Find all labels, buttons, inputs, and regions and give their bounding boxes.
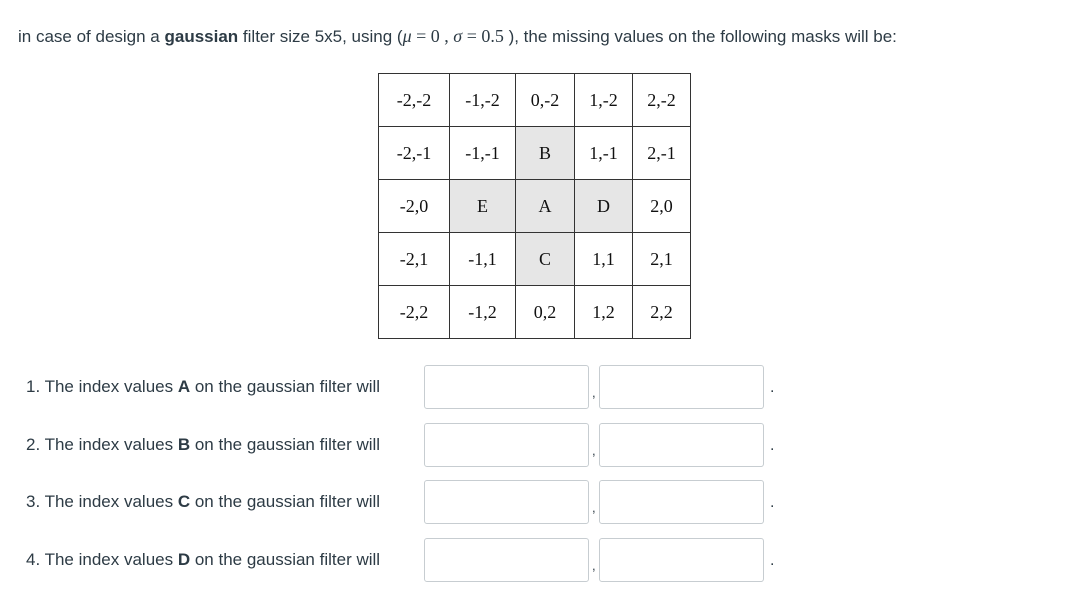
grid-row [379, 286, 691, 339]
grid-row [379, 74, 691, 127]
question-prefix: in case of design a [18, 27, 165, 46]
subquestion-label [26, 435, 380, 455]
grid-cell: -1,2 [450, 286, 516, 339]
comma-separator: , [592, 500, 596, 515]
grid-cell-c: C [516, 233, 575, 286]
subquestion-d [26, 538, 806, 584]
question-suffix: ), the missing values on the following masks will be: [503, 27, 897, 46]
subquestion-c [26, 480, 806, 526]
subquestion-prefix: 1. The index values [26, 377, 178, 396]
answer-d-input-2[interactable] [599, 538, 764, 582]
grid-row [379, 180, 691, 233]
grid-cell: 1,1 [575, 233, 633, 286]
subquestion-prefix: 2. The index values [26, 435, 178, 454]
subquestion-b [26, 423, 806, 469]
subquestion-letter: B [177, 435, 191, 454]
grid-cell: -2,-1 [379, 127, 450, 180]
subquestion-letter: D [177, 550, 191, 569]
grid-row [379, 127, 691, 180]
period-separator: . [770, 437, 775, 454]
grid-cell: -1,1 [450, 233, 516, 286]
period-separator: . [770, 552, 775, 569]
grid-cell-b: B [516, 127, 575, 180]
grid-cell: -1,-2 [450, 74, 516, 127]
grid-cell-d: D [575, 180, 633, 233]
subquestion-label [26, 377, 380, 397]
answer-c-input-1[interactable] [424, 480, 589, 524]
period-separator: . [770, 494, 775, 511]
question-middle: filter size 5x5, using ( [238, 27, 403, 46]
answer-b-input-2[interactable] [599, 423, 764, 467]
grid-cell: -2,0 [379, 180, 450, 233]
mu-symbol: μ [402, 26, 412, 46]
answer-c-input-2[interactable] [599, 480, 764, 524]
grid-cell: 2,1 [633, 233, 691, 286]
subquestion-letter: C [177, 492, 191, 511]
mask-grid [378, 73, 691, 339]
answer-d-input-1[interactable] [424, 538, 589, 582]
grid-cell: 1,-1 [575, 127, 633, 180]
comma-separator: , [592, 385, 596, 400]
subquestion-label [26, 492, 380, 512]
question-text [18, 26, 897, 47]
grid-cell: 2,-1 [633, 127, 691, 180]
grid-cell: -2,1 [379, 233, 450, 286]
grid-cell: 0,2 [516, 286, 575, 339]
grid-cell: 2,0 [633, 180, 691, 233]
grid-cell: -2,2 [379, 286, 450, 339]
subquestion-a [26, 365, 806, 411]
grid-cell: 2,2 [633, 286, 691, 339]
grid-cell: -2,-2 [379, 74, 450, 127]
mu-equals: = 0 , [411, 26, 454, 46]
grid-cell: 0,-2 [516, 74, 575, 127]
period-separator: . [770, 379, 775, 396]
comma-separator: , [592, 558, 596, 573]
subquestion-letter: A [177, 377, 191, 396]
subquestion-suffix: on the gaussian filter will [190, 377, 381, 396]
grid-cell-e: E [450, 180, 516, 233]
grid-cell: -1,-1 [450, 127, 516, 180]
grid-cell: 2,-2 [633, 74, 691, 127]
subquestion-prefix: 3. The index values [26, 492, 178, 511]
grid-cell: 1,2 [575, 286, 633, 339]
subquestion-suffix: on the gaussian filter will [190, 435, 381, 454]
grid-cell: 1,-2 [575, 74, 633, 127]
comma-separator: , [592, 443, 596, 458]
math-expression [403, 26, 504, 46]
question-bold-word: gaussian [164, 27, 239, 46]
answer-a-input-2[interactable] [599, 365, 764, 409]
subquestion-prefix: 4. The index values [26, 550, 178, 569]
subquestion-suffix: on the gaussian filter will [190, 492, 381, 511]
answer-b-input-1[interactable] [424, 423, 589, 467]
grid-cell-a: A [516, 180, 575, 233]
sigma-symbol: σ [453, 26, 463, 46]
answer-a-input-1[interactable] [424, 365, 589, 409]
subquestion-label [26, 550, 380, 570]
subquestion-suffix: on the gaussian filter will [190, 550, 381, 569]
sigma-equals: = 0.5 [462, 26, 504, 46]
grid-row [379, 233, 691, 286]
